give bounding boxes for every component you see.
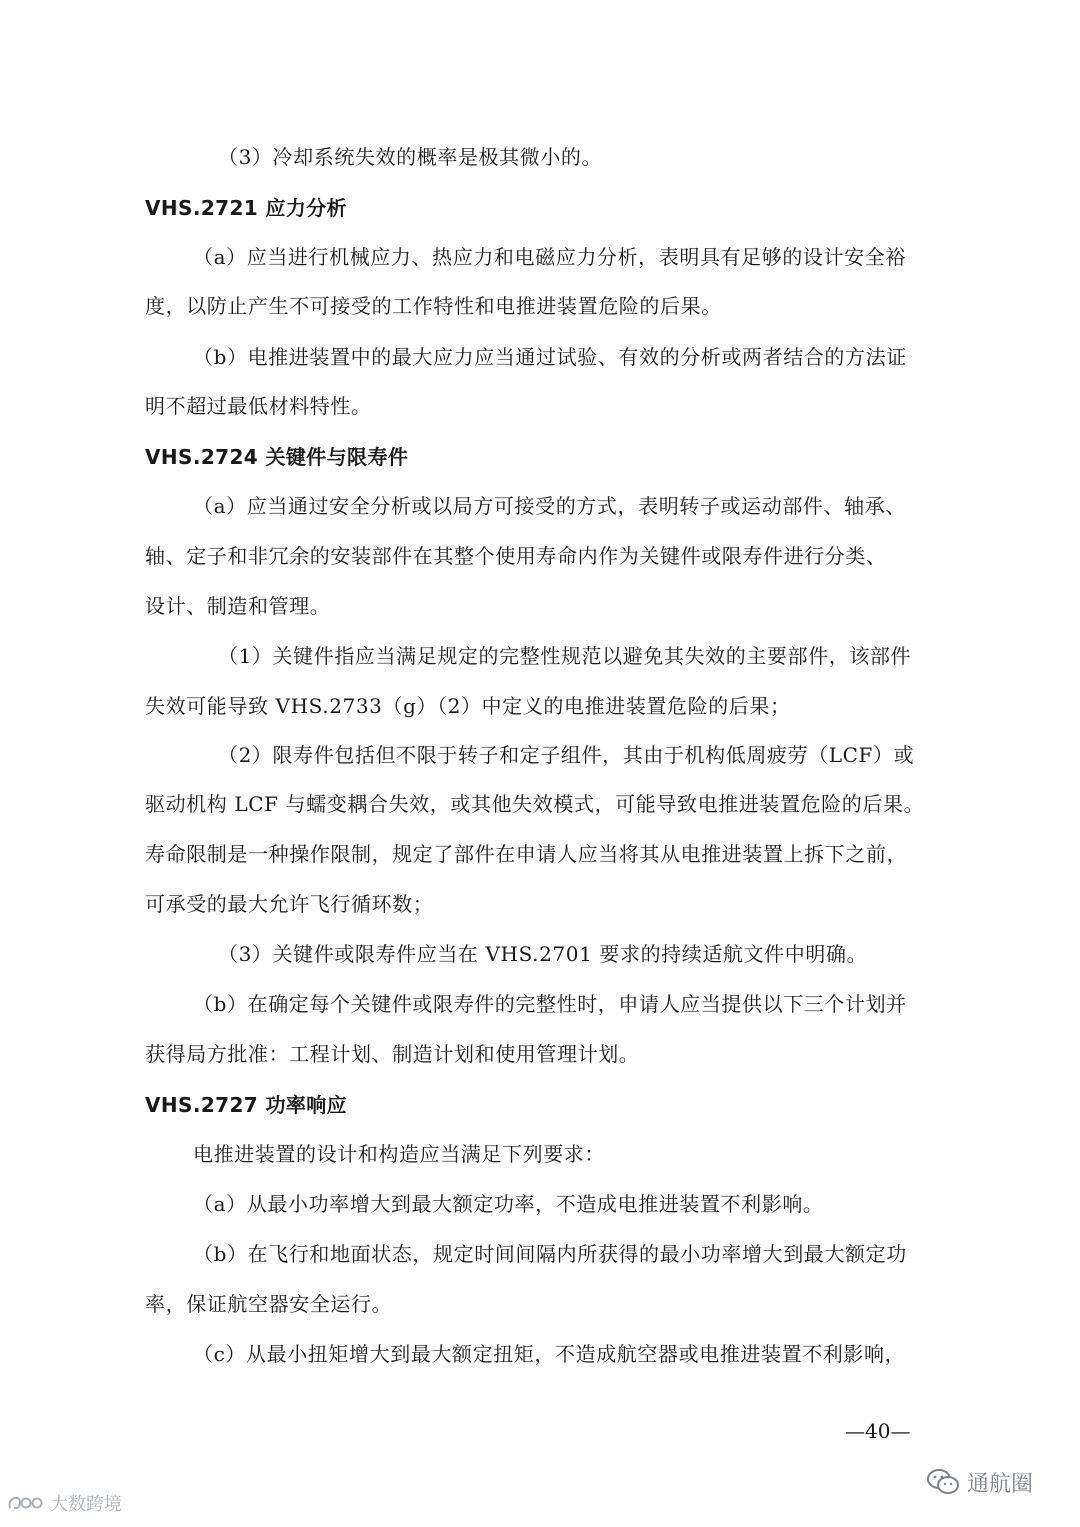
paragraph-line: （b）在飞行和地面状态，规定时间间隔内所获得的最小功率增大到最大额定功 xyxy=(193,1242,907,1266)
paragraph-line: 率，保证航空器安全运行。 xyxy=(145,1292,393,1316)
paragraph-line: 明不超过最低材料特性。 xyxy=(145,394,372,418)
paragraph-line: （3）冷却系统失效的概率是极其微小的。 xyxy=(218,145,603,169)
section-heading: VHS.2721 应力分析 xyxy=(145,196,348,220)
paragraph-line: （a）从最小功率增大到最大额定功率，不造成电推进装置不利影响。 xyxy=(193,1192,824,1216)
wechat-icon xyxy=(925,1467,961,1497)
paragraph-line: （2）限寿件包括但不限于转子和定子组件，其由于机构低周疲劳（LCF）或 xyxy=(218,743,915,767)
paragraph-line: 度，以防止产生不可接受的工作特性和电推进装置危险的后果。 xyxy=(145,294,722,318)
paragraph-line: 获得局方批准：工程计划、制造计划和使用管理计划。 xyxy=(145,1042,640,1066)
paragraph-line: 驱动机构 LCF 与蠕变耦合失效，或其他失效模式，可能导致电推进装置危险的后果。 xyxy=(145,792,925,816)
watermark-logo-icon xyxy=(6,1494,46,1512)
paragraph-line: 可承受的最大允许飞行循环数； xyxy=(145,892,434,916)
paragraph-line: （b）电推进装置中的最大应力应当通过试验、有效的分析或两者结合的方法证 xyxy=(193,345,907,369)
section-heading: VHS.2724 关键件与限寿件 xyxy=(145,445,409,469)
paragraph-line: 电推进装置的设计和构造应当满足下列要求： xyxy=(193,1142,605,1166)
watermark-right xyxy=(925,1462,1033,1502)
section-heading: VHS.2727 功率响应 xyxy=(145,1093,348,1117)
paragraph-line: 设计、制造和管理。 xyxy=(145,594,331,618)
paragraph-line: （b）在确定每个关键件或限寿件的完整性时，申请人应当提供以下三个计划并 xyxy=(193,992,907,1016)
paragraph-line: （a）应当进行机械应力、热应力和电磁应力分析，表明具有足够的设计安全裕 xyxy=(193,245,906,269)
paragraph-line: 失效可能导致 VHS.2733（g）（2）中定义的电推进装置危险的后果； xyxy=(145,694,791,718)
paragraph-line: （a）应当通过安全分析或以局方可接受的方式，表明转子或运动部件、轴承、 xyxy=(193,494,906,518)
paragraph-line: 轴、定子和非冗余的安装部件在其整个使用寿命内作为关键件或限寿件进行分类、 xyxy=(145,544,887,568)
watermark-right-text: 通航圈 xyxy=(967,1471,1034,1497)
paragraph-line: 寿命限制是一种操作限制，规定了部件在申请人应当将其从电推进装置上拆下之前， xyxy=(145,842,908,866)
paragraph-line: （1）关键件指应当满足规定的完整性规范以避免其失效的主要部件，该部件 xyxy=(218,644,912,668)
watermark-left-text: 大数跨境 xyxy=(50,1494,122,1515)
page-number: —40— xyxy=(845,1419,911,1443)
watermark-left xyxy=(6,1488,122,1518)
paragraph-line: （c）从最小扭矩增大到最大额定扭矩，不造成航空器或电推进装置不利影响， xyxy=(193,1342,906,1366)
paragraph-line: （3）关键件或限寿件应当在 VHS.2701 要求的持续适航文件中明确。 xyxy=(218,942,868,966)
